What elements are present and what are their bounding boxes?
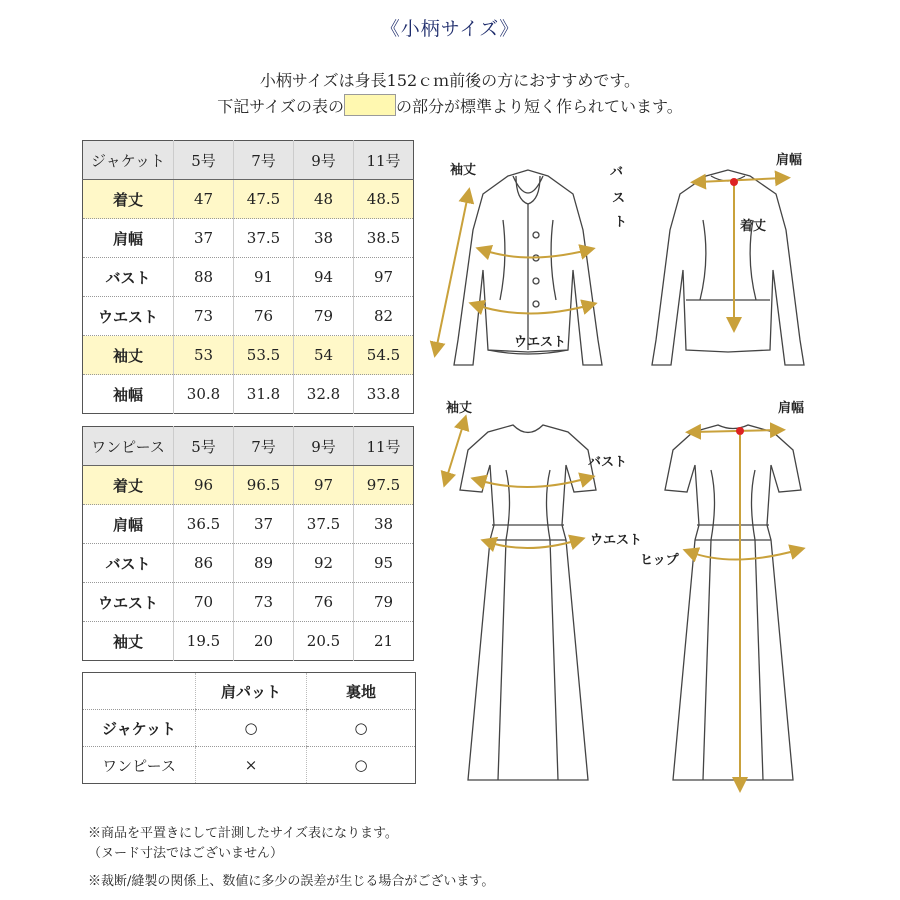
note-2: （ヌード寸法ではございません） — [88, 846, 284, 861]
size-value: 37.5 — [234, 219, 294, 258]
header-cell: 9号 — [294, 427, 354, 466]
intro-line-1: 小柄サイズは身長152ｃｍ前後の方におすすめです。 — [259, 71, 641, 90]
size-value: 31.8 — [234, 375, 294, 414]
size-value: 79 — [294, 297, 354, 336]
size-value: 32.8 — [294, 375, 354, 414]
row-label: 着丈 — [83, 180, 174, 219]
label-jacket-length: 着丈 — [740, 219, 767, 234]
table-row — [83, 219, 414, 258]
table-row — [83, 180, 414, 219]
header-cell: 11号 — [354, 141, 414, 180]
label-dress-sleeve: 袖丈 — [446, 401, 473, 416]
option-value: ○ — [307, 710, 416, 747]
garment-illustrations — [428, 140, 868, 800]
table-row — [83, 336, 414, 375]
intro-line-2-before: 下記サイズの表の — [217, 97, 344, 116]
header-cell: 7号 — [234, 427, 294, 466]
header-cell: ジャケット — [83, 141, 174, 180]
table-row — [83, 258, 414, 297]
size-value: 70 — [174, 583, 234, 622]
size-value: 21 — [354, 622, 414, 661]
table-row — [83, 297, 414, 336]
size-value: 88 — [174, 258, 234, 297]
page-title: 《小柄サイズ》 — [380, 18, 520, 40]
label-dress-bust: バスト — [588, 455, 628, 470]
size-value: 38 — [294, 219, 354, 258]
label-jacket-sleeve: 袖丈 — [450, 163, 477, 178]
size-value: 73 — [234, 583, 294, 622]
size-value: 54 — [294, 336, 354, 375]
table-row — [83, 505, 414, 544]
header-cell: 9号 — [294, 141, 354, 180]
size-value: 97 — [294, 466, 354, 505]
label-jacket-bust-1: バ — [610, 165, 624, 180]
highlight-swatch — [344, 94, 396, 116]
size-value: 82 — [354, 297, 414, 336]
label-jacket-waist: ウエスト — [514, 335, 567, 350]
jacket-back-illustration — [652, 170, 804, 365]
size-value: 37 — [174, 219, 234, 258]
size-value: 76 — [294, 583, 354, 622]
size-value: 53.5 — [234, 336, 294, 375]
table-row — [83, 466, 414, 505]
size-value: 53 — [174, 336, 234, 375]
shoulder-point-marker — [730, 178, 738, 186]
row-label: ジャケット — [83, 710, 196, 747]
size-value: 38.5 — [354, 219, 414, 258]
row-label: ワンピース — [83, 747, 196, 784]
size-value: 97 — [354, 258, 414, 297]
option-value: × — [196, 747, 307, 784]
size-value: 91 — [234, 258, 294, 297]
intro-line-2 — [0, 94, 900, 117]
table-row — [83, 583, 414, 622]
size-value: 86 — [174, 544, 234, 583]
size-value: 36.5 — [174, 505, 234, 544]
header-cell: 7号 — [234, 141, 294, 180]
intro-line-2-after: の部分が標準より短く作られています。 — [396, 97, 683, 116]
row-label: バスト — [83, 258, 174, 297]
label-dress-hip: ヒップ — [640, 553, 679, 568]
size-value: 76 — [234, 297, 294, 336]
table-header-row — [83, 673, 416, 710]
header-cell: 5号 — [174, 141, 234, 180]
table-row — [83, 622, 414, 661]
size-value: 37 — [234, 505, 294, 544]
table-row — [83, 710, 416, 747]
table-header-row — [83, 427, 414, 466]
row-label: ウエスト — [83, 297, 174, 336]
header-cell: 肩パット — [196, 673, 307, 710]
row-label: 肩幅 — [83, 505, 174, 544]
row-label: ウエスト — [83, 583, 174, 622]
size-value: 54.5 — [354, 336, 414, 375]
size-value: 48.5 — [354, 180, 414, 219]
row-label: 袖幅 — [83, 375, 174, 414]
size-value: 30.8 — [174, 375, 234, 414]
size-value: 73 — [174, 297, 234, 336]
measurement-arrows — [436, 178, 798, 785]
options-table — [82, 672, 416, 784]
label-jacket-bust-2: ス — [612, 191, 626, 206]
size-value: 92 — [294, 544, 354, 583]
size-value: 33.8 — [354, 375, 414, 414]
row-label: 着丈 — [83, 466, 174, 505]
row-label: 肩幅 — [83, 219, 174, 258]
row-label: 袖丈 — [83, 336, 174, 375]
dress-back-illustration — [665, 425, 801, 780]
size-value: 96.5 — [234, 466, 294, 505]
size-value: 94 — [294, 258, 354, 297]
size-value: 96 — [174, 466, 234, 505]
dress-front-illustration — [460, 425, 596, 780]
dress-size-table — [82, 426, 414, 661]
size-value: 19.5 — [174, 622, 234, 661]
note-3: ※裁断/縫製の関係上、数値に多少の誤差が生じる場合がございます。 — [88, 874, 495, 889]
size-value: 47.5 — [234, 180, 294, 219]
shoulder-point-marker — [736, 427, 744, 435]
header-cell: 11号 — [354, 427, 414, 466]
label-dress-shoulder: 肩幅 — [778, 401, 805, 416]
label-jacket-shoulder: 肩幅 — [776, 153, 803, 168]
table-row — [83, 544, 414, 583]
size-value: 89 — [234, 544, 294, 583]
size-value: 20.5 — [294, 622, 354, 661]
size-value: 38 — [354, 505, 414, 544]
option-value: ○ — [196, 710, 307, 747]
header-cell: 裏地 — [307, 673, 416, 710]
header-cell — [83, 673, 196, 710]
size-value: 95 — [354, 544, 414, 583]
table-header-row — [83, 141, 414, 180]
header-cell: 5号 — [174, 427, 234, 466]
label-jacket-bust-3: ト — [614, 215, 628, 230]
row-label: バスト — [83, 544, 174, 583]
size-value: 47 — [174, 180, 234, 219]
note-1: ※商品を平置きにして計測したサイズ表になります。 — [88, 826, 398, 841]
jacket-size-table — [82, 140, 414, 414]
size-value: 79 — [354, 583, 414, 622]
size-value: 48 — [294, 180, 354, 219]
option-value: ○ — [307, 747, 416, 784]
size-value: 97.5 — [354, 466, 414, 505]
size-value: 37.5 — [294, 505, 354, 544]
row-label: 袖丈 — [83, 622, 174, 661]
label-dress-waist: ウエスト — [590, 533, 643, 548]
table-row — [83, 747, 416, 784]
header-cell: ワンピース — [83, 427, 174, 466]
size-value: 20 — [234, 622, 294, 661]
table-row — [83, 375, 414, 414]
